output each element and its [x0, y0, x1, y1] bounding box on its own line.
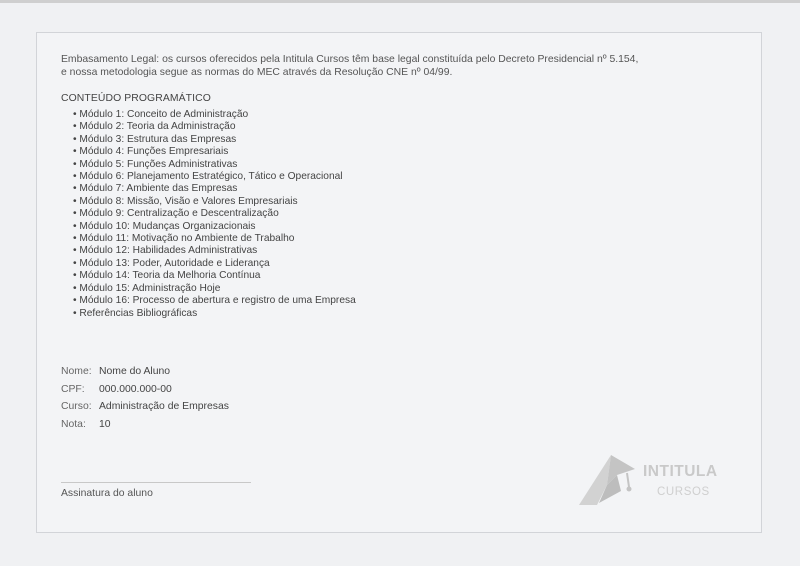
list-item: • Módulo 2: Teoria da Administração	[73, 121, 356, 133]
list-item: • Módulo 11: Motivação no Ambiente de Trabalho	[73, 233, 356, 245]
legal-line-1: Embasamento Legal: os cursos oferecidos pela Intitula Cursos têm base legal constituída pelo Decreto Presidencial nº 5.154,	[61, 54, 639, 65]
list-item: • Módulo 5: Funções Administrativas	[73, 159, 356, 171]
list-item: • Módulo 8: Missão, Visão e Valores Empresariais	[73, 196, 356, 208]
list-item: • Módulo 6: Planejamento Estratégico, Tático e Operacional	[73, 171, 356, 183]
certificate-back-page	[36, 32, 762, 533]
list-item: • Referências Bibliográficas	[73, 308, 356, 320]
list-item: • Módulo 16: Processo de abertura e registro de uma Empresa	[73, 295, 356, 307]
list-item: • Módulo 1: Conceito de Administração	[73, 109, 356, 121]
graduation-cap-icon	[577, 451, 639, 509]
module-list	[73, 109, 356, 320]
list-item: • Módulo 3: Estrutura das Empresas	[73, 134, 356, 146]
legal-line-2: e nossa metodologia segue as normas do MEC através da Resolução CNE nº 04/99.	[61, 67, 453, 78]
name-value: Nome do Aluno	[99, 366, 171, 378]
list-item: • Módulo 14: Teoria da Melhoria Contínua	[73, 270, 356, 282]
list-item: • Módulo 9: Centralização e Descentralização	[73, 208, 356, 220]
top-border	[0, 0, 800, 3]
student-name-row	[61, 363, 229, 381]
student-grade-row	[61, 416, 229, 434]
list-item: • Módulo 7: Ambiente das Empresas	[73, 183, 356, 195]
student-cpf-row	[61, 381, 229, 399]
student-course-row	[61, 398, 229, 416]
student-info	[61, 363, 229, 433]
cpf-label: CPF:	[61, 383, 85, 395]
name-label: Nome:	[61, 366, 92, 378]
cpf-value: 000.000.000-00	[99, 383, 172, 395]
signature-label: Assinatura do aluno	[61, 488, 153, 499]
list-item: • Módulo 13: Poder, Autoridade e Liderança	[73, 258, 356, 270]
grade-label: Nota:	[61, 418, 86, 430]
logo-name: INTITULA	[643, 463, 718, 480]
list-item: • Módulo 10: Mudanças Organizacionais	[73, 221, 356, 233]
course-value: Administração de Empresas	[99, 401, 229, 413]
legal-basis-text	[61, 53, 701, 79]
program-title: CONTEÚDO PROGRAMÁTICO	[61, 93, 211, 104]
list-item: • Módulo 12: Habilidades Administrativas	[73, 245, 356, 257]
signature-line	[61, 482, 251, 483]
list-item: • Módulo 15: Administração Hoje	[73, 283, 356, 295]
course-label: Curso:	[61, 401, 92, 413]
grade-value: 10	[99, 418, 111, 430]
logo-subtitle: CURSOS	[657, 486, 710, 498]
intitula-logo	[577, 451, 727, 509]
list-item: • Módulo 4: Funções Empresariais	[73, 146, 356, 158]
